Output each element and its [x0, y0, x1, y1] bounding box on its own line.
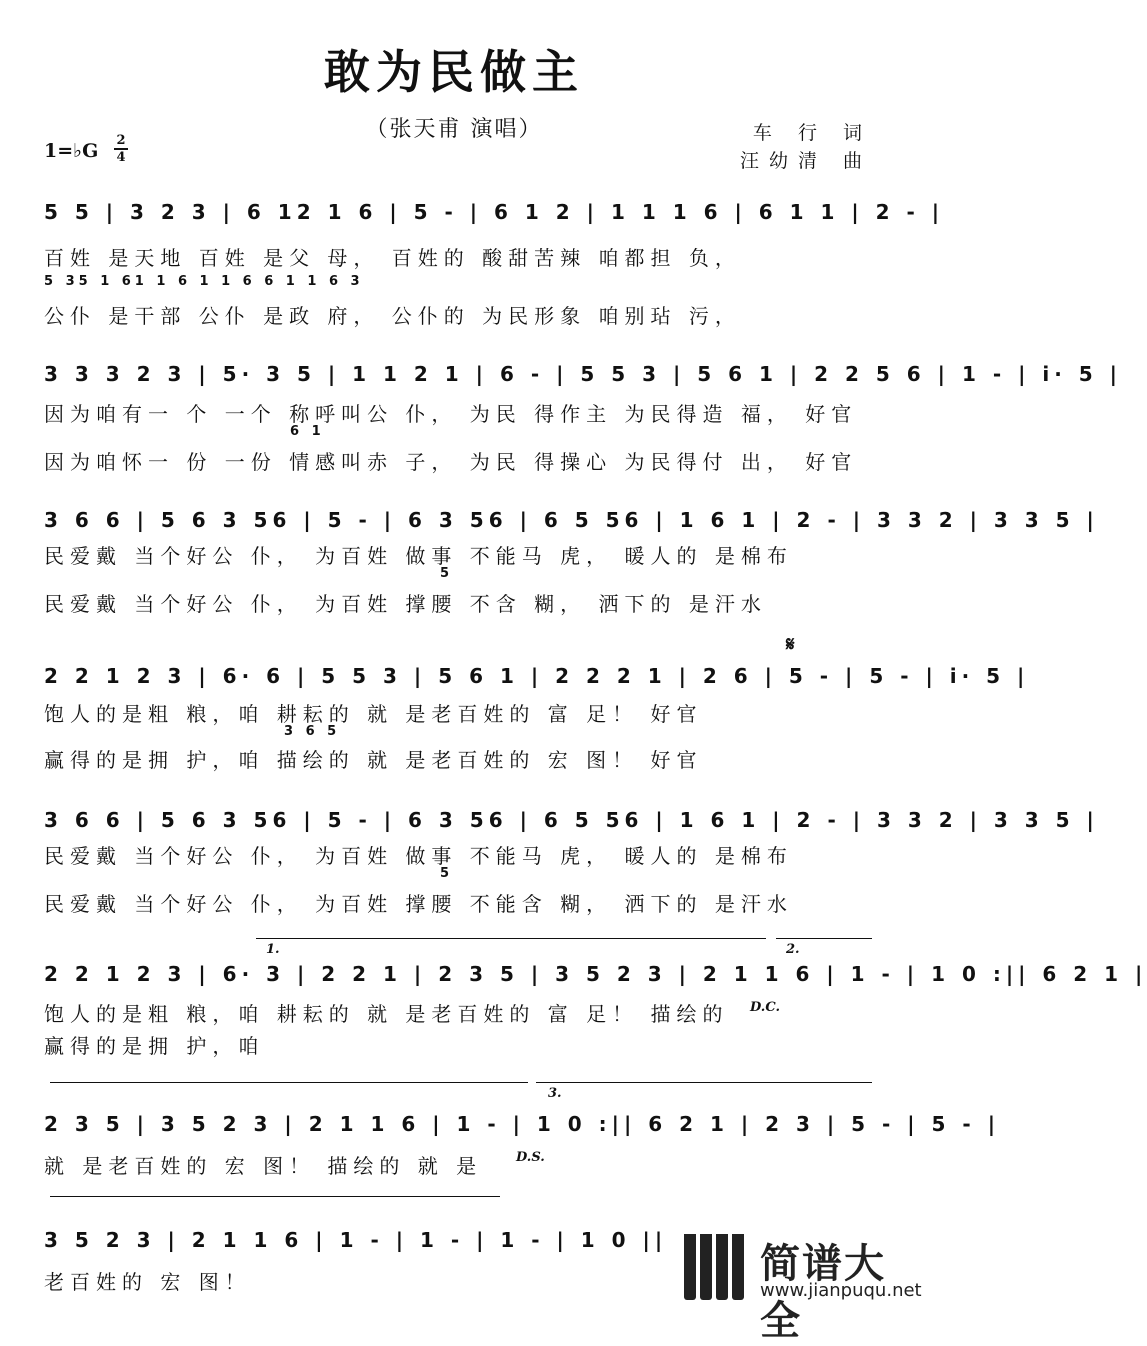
lyric-verse-2: 赢得的是拥 护，咱	[44, 1034, 265, 1058]
lyricist-credit: 车 行 词	[752, 122, 872, 144]
lyric-verse-1: 老百姓的 宏 图！	[44, 1270, 251, 1294]
volta-3-label: 3.	[548, 1086, 562, 1101]
notation-line: 3 3 3 2 3 | 5· 3 5 | 1 1 2 1 | 6 - | 5 5 3 | 5 6 1 | 2 2 5 6 | 1 - | i· 5 |	[44, 362, 1122, 386]
lyric-verse-2: 民爱戴 当个好公 仆， 为百姓 撑腰 不能含 糊， 洒下的 是汗水	[44, 892, 793, 916]
notation-line: 3 6 6 | 5 6 3 56 | 5 - | 6 3 56 | 6 5 56 | 1 6 1 | 2 - | 3 3 2 | 3 3 5 |	[44, 808, 1099, 832]
lyric-verse-2: 赢得的是拥 护，咱 描绘的 就 是老百姓的 宏 图！ 好官	[44, 748, 703, 772]
lyric-verse-1: 饱人的是粗 粮，咱 耕耘的 就 是老百姓的 富 足！ 描绘的	[44, 1002, 729, 1026]
notation-line: 3 6 6 | 5 6 3 56 | 5 - | 6 3 56 | 6 5 56 | 1 6 1 | 2 - | 3 3 2 | 3 3 5 |	[44, 508, 1099, 532]
volta-bracket-1	[256, 938, 766, 939]
logo-name: 简谱大全	[760, 1241, 886, 1344]
lyric-verse-1: 饱人的是粗 粮，咱 耕耘的 就 是老百姓的 富 足！ 好官	[44, 702, 703, 726]
da-capo-mark: D.C.	[750, 1000, 780, 1015]
composer-credit: 汪幼清 曲	[739, 150, 872, 172]
lyric-verse-2: 因为咱怀一 份 一份 情感叫赤 子， 为民 得操心 为民得付 出， 好官	[44, 450, 858, 474]
meter-bottom: 4	[116, 150, 126, 165]
page-title: 敢为民做主	[324, 45, 584, 99]
alternate-notes: 5 35 1 61 1 6 1 1 6 6 1 1 6 3	[44, 274, 364, 289]
alternate-notes: 6 1	[290, 424, 325, 439]
notation-line: 3 5 2 3 | 2 1 1 6 | 1 - | 1 - | 1 - | 1 0 ||	[44, 1228, 668, 1252]
notation-line: 5 5 | 3 2 3 | 6 12 1 6 | 5 - | 6 1 2 | 1 1 1 6 | 6 1 1 | 2 - |	[44, 200, 945, 224]
lyric-verse-2: 公仆 是干部 公仆 是政 府， 公仆的 为民形象 咱别玷 污，	[44, 304, 741, 328]
page-subtitle: （张天甫 演唱）	[365, 117, 543, 142]
notation-line: 2 2 1 2 3 | 6· 6 | 5 5 3 | 5 6 1 | 2 2 2 1 | 2 6 | 5 - | 5 - | i· 5 |	[44, 664, 1030, 688]
notation-line: 2 2 1 2 3 | 6· 3 | 2 2 1 | 2 3 5 | 3 5 2 3 | 2 1 1 6 | 1 - | 1 0 :|| 6 2 1 |	[44, 962, 1147, 986]
volta-bracket-3	[536, 1082, 872, 1083]
volta-2-label: 2.	[786, 942, 800, 957]
volta-bracket-continued	[50, 1082, 528, 1083]
key-signature: 1=♭G	[44, 140, 99, 162]
piano-icon	[684, 1234, 754, 1300]
volta-bracket-2	[776, 938, 872, 939]
lyric-verse-1: 民爱戴 当个好公 仆， 为百姓 做事 不能马 虎， 暖人的 是棉布	[44, 544, 793, 568]
alternate-notes: 3 6 5	[284, 724, 341, 739]
site-logo	[684, 1226, 922, 1344]
volta-bracket-continued	[50, 1196, 500, 1197]
meter-top: 2	[116, 133, 126, 148]
notation-line: 2 3 5 | 3 5 2 3 | 2 1 1 6 | 1 - | 1 0 :|| 6 2 1 | 2 3 | 5 - | 5 - |	[44, 1112, 1000, 1136]
lyric-verse-1: 就 是老百姓的 宏 图！ 描绘的 就 是	[44, 1154, 483, 1178]
lyric-verse-2: 民爱戴 当个好公 仆， 为百姓 撑腰 不含 糊， 洒下的 是汗水	[44, 592, 767, 616]
lyric-verse-1: 民爱戴 当个好公 仆， 为百姓 做事 不能马 虎， 暖人的 是棉布	[44, 844, 793, 868]
lyric-verse-1: 百姓 是天地 百姓 是父 母， 百姓的 酸甜苦辣 咱都担 负，	[44, 246, 741, 270]
alternate-notes: 5	[440, 866, 454, 881]
lyric-verse-1: 因为咱有一 个 一个 称呼叫公 仆， 为民 得作主 为民得造 福， 好官	[44, 402, 858, 426]
logo-url: www.jianpuqu.net	[760, 1280, 922, 1301]
volta-1-label: 1.	[266, 942, 280, 957]
alternate-notes: 5	[440, 566, 454, 581]
segno-mark: 𝄋	[786, 632, 795, 656]
dal-segno-mark: D.S.	[516, 1150, 545, 1165]
time-signature	[114, 134, 128, 164]
